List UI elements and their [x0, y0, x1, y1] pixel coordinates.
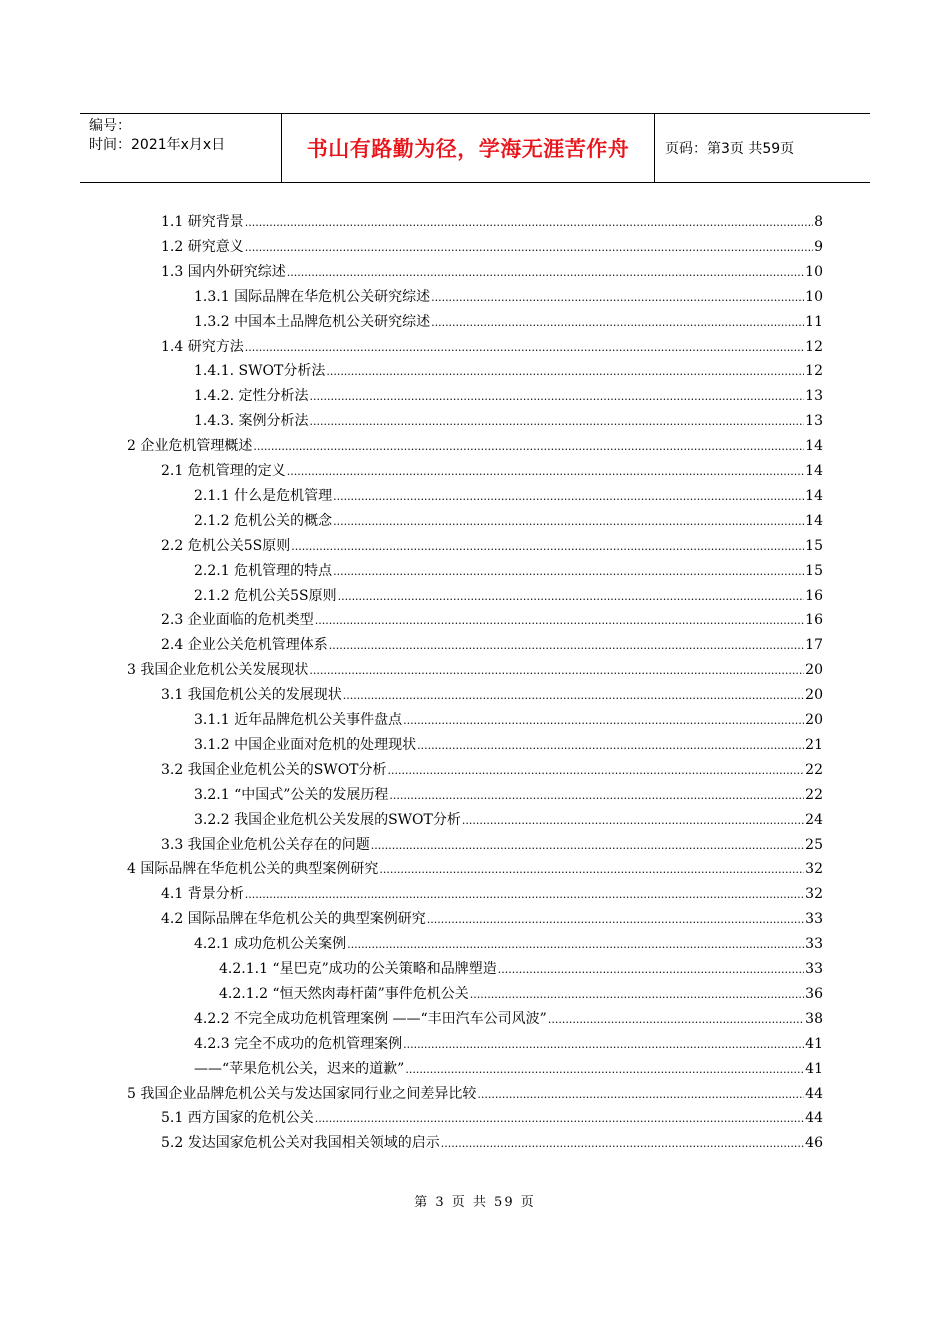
- toc-entry[interactable]: [194, 287, 823, 308]
- toc-entry-page: 33: [805, 961, 823, 977]
- toc-entry-page: 20: [805, 712, 823, 728]
- toc-entry-page: 16: [805, 587, 823, 604]
- toc-entry[interactable]: [194, 735, 823, 756]
- toc-entry[interactable]: [161, 262, 823, 283]
- toc-dot-leader: [310, 386, 805, 407]
- toc-dot-leader: [431, 287, 804, 308]
- toc-entry[interactable]: [194, 785, 823, 806]
- toc-entry-title: 3.2 我国企业危机公关的SWOT分析: [161, 761, 387, 778]
- toc-entry-page: 38: [805, 1010, 823, 1027]
- toc-entry-page: 15: [805, 537, 823, 554]
- toc-dot-leader: [462, 810, 804, 831]
- toc-entry[interactable]: [161, 909, 823, 930]
- toc-entry-title: 1.4.2. 定性分析法: [194, 388, 309, 405]
- toc-entry-title: 4.2.1.1 “星巴克”成功的公关策略和品牌塑造: [219, 961, 497, 977]
- toc-dot-leader: [333, 511, 804, 532]
- toc-entry[interactable]: [194, 486, 823, 507]
- toc-entry-title: 3.2.1 “中国式”公关的发展历程: [194, 786, 389, 803]
- toc-entry-title: 1.3 国内外研究综述: [161, 263, 286, 280]
- toc-entry-page: 32: [805, 886, 823, 903]
- toc-entry-title: 1.3.1 国际品牌在华危机公关研究综述: [194, 288, 431, 305]
- page-header: [80, 113, 870, 183]
- toc-entry-title: 2.4 企业公关危机管理体系: [161, 637, 328, 654]
- toc-entry-page: 13: [805, 413, 823, 430]
- toc-entry-title: 4.2.2 不完全成功危机管理案例 ——“丰田汽车公司风波”: [194, 1010, 547, 1027]
- toc-dot-leader: [403, 710, 804, 731]
- toc-entry-page: 13: [805, 388, 823, 405]
- toc-entry-page: 41: [805, 1035, 823, 1052]
- toc-entry-title: 2 企业危机管理概述: [127, 438, 253, 455]
- toc-dot-leader: [470, 984, 804, 1005]
- toc-dot-leader: [389, 785, 804, 806]
- toc-entry[interactable]: [161, 884, 823, 905]
- toc-dot-leader: [333, 561, 804, 582]
- toc-dot-leader: [245, 884, 804, 905]
- toc-entry[interactable]: [194, 586, 823, 607]
- toc-entry[interactable]: [127, 660, 823, 681]
- toc-entry-page: 21: [805, 736, 823, 753]
- toc-dot-leader: [477, 1084, 804, 1105]
- toc-dot-leader: [309, 660, 804, 681]
- toc-entry[interactable]: [194, 411, 823, 432]
- toc-dot-leader: [403, 1034, 804, 1055]
- toc-entry-title: 5.2 发达国家危机公关对我国相关领域的启示: [161, 1135, 440, 1152]
- toc-entry-page: 41: [805, 1060, 823, 1077]
- header-page-info: 页码：第3页 共59页: [665, 141, 795, 157]
- toc-dot-leader: [431, 312, 804, 333]
- toc-entry-page: 20: [805, 687, 823, 704]
- toc-dot-leader: [253, 436, 804, 457]
- time-label: 时间：2021年x月x日: [89, 137, 226, 153]
- toc-dot-leader: [310, 411, 805, 432]
- toc-entry-page: 24: [805, 811, 823, 828]
- toc-entry-title: 1.4 研究方法: [161, 338, 244, 355]
- toc-dot-leader: [548, 1009, 804, 1030]
- toc-dot-leader: [287, 262, 804, 283]
- toc-dot-leader: [329, 635, 804, 656]
- toc-entry-title: 2.3 企业面临的危机类型: [161, 612, 314, 629]
- header-motto: 书山有路勤为径，学海无涯苦作舟: [306, 137, 630, 161]
- header-meta: [80, 114, 281, 182]
- toc-entry-page: 16: [805, 612, 823, 629]
- page-footer: 第 3 页 共 59 页: [414, 1195, 536, 1210]
- toc-entry-page: 22: [805, 761, 823, 778]
- toc-entry[interactable]: [194, 361, 823, 382]
- toc-entry-page: 11: [805, 313, 823, 330]
- toc-entry-page: 14: [805, 487, 823, 504]
- toc-dot-leader: [245, 237, 813, 258]
- toc-entry[interactable]: [194, 511, 823, 532]
- toc-entry-title: 4.1 背景分析: [161, 886, 244, 903]
- toc-entry-page: 12: [805, 363, 823, 380]
- toc-dot-leader: [315, 610, 804, 631]
- toc-entry-title: 2.1 危机管理的定义: [161, 463, 286, 479]
- toc-dot-leader: [427, 909, 804, 930]
- toc-dot-leader: [343, 685, 804, 706]
- toc-entry[interactable]: [161, 635, 823, 656]
- toc-entry-title: 3.3 我国企业危机公关存在的问题: [161, 836, 370, 853]
- toc-entry-title: 1.3.2 中国本土品牌危机公关研究综述: [194, 313, 431, 330]
- toc-entry[interactable]: [127, 1084, 823, 1105]
- toc-entry-title: ——“苹果危机公关，迟来的道歉”: [194, 1060, 405, 1077]
- toc-entry-page: 44: [805, 1085, 823, 1102]
- toc-entry[interactable]: [194, 1059, 823, 1080]
- toc-entry-title: 2.1.2 危机公关的概念: [194, 512, 333, 529]
- toc-entry[interactable]: [161, 610, 823, 631]
- toc-entry-page: 32: [805, 861, 823, 878]
- toc-entry[interactable]: [127, 436, 823, 457]
- toc-dot-leader: [498, 959, 804, 980]
- toc-entry-title: 2.1.1 什么是危机管理: [194, 487, 333, 504]
- toc-entry-title: 4.2.3 完全不成功的危机管理案例: [194, 1035, 403, 1052]
- toc-entry-title: 2.2 危机公关5S原则: [161, 537, 291, 554]
- toc-entry-title: 4 国际品牌在华危机公关的典型案例研究: [127, 861, 379, 878]
- toc-dot-leader: [388, 760, 805, 781]
- toc-dot-leader: [338, 586, 805, 607]
- toc-dot-leader: [417, 735, 804, 756]
- toc-entry-page: 33: [805, 911, 823, 928]
- toc-entry-page: 14: [805, 463, 823, 479]
- toc-entry-page: 10: [805, 263, 823, 280]
- toc-entry-page: 12: [805, 338, 823, 355]
- toc-entry-title: 2.2.1 危机管理的特点: [194, 562, 333, 579]
- toc-entry[interactable]: [161, 212, 823, 233]
- toc-entry-title: 1.4.1. SWOT分析法: [194, 363, 326, 380]
- toc-entry-title: 3.1.1 近年品牌危机公关事件盘点: [194, 712, 403, 728]
- toc-entry-page: 20: [805, 662, 823, 679]
- toc-entry-page: 8: [814, 214, 823, 230]
- toc-entry-title: 5 我国企业品牌危机公关与发达国家同行业之间差异比较: [127, 1085, 477, 1102]
- toc-entry[interactable]: [194, 312, 823, 333]
- toc-dot-leader: [333, 486, 804, 507]
- number-label: 编号：: [89, 118, 131, 134]
- toc-entry-page: 10: [805, 288, 823, 305]
- toc-dot-leader: [326, 361, 804, 382]
- toc-entry[interactable]: [194, 810, 823, 831]
- toc-entry[interactable]: [127, 859, 823, 880]
- toc-entry[interactable]: [161, 835, 823, 856]
- toc-entry-page: 9: [814, 238, 823, 255]
- toc-entry-title: 2.1.2 危机公关5S原则: [194, 587, 337, 604]
- toc-entry[interactable]: [219, 984, 823, 1005]
- toc-entry-page: 17: [805, 637, 823, 654]
- toc-dot-leader: [245, 212, 813, 233]
- toc-entry[interactable]: [161, 760, 823, 781]
- toc-entry-title: 1.2 研究意义: [161, 238, 244, 255]
- toc-entry[interactable]: [194, 934, 823, 955]
- toc-dot-leader: [287, 461, 804, 482]
- toc-entry-title: 3.2.2 我国企业危机公关发展的SWOT分析: [194, 811, 461, 828]
- toc-entry[interactable]: [161, 1108, 823, 1129]
- toc-entry-page: 25: [805, 836, 823, 853]
- toc-entry-title: 1.4.3. 案例分析法: [194, 413, 309, 430]
- toc-entry-title: 3.1.2 中国企业面对危机的处理现状: [194, 736, 417, 753]
- toc-dot-leader: [371, 835, 804, 856]
- toc-entry[interactable]: [194, 386, 823, 407]
- toc-entry[interactable]: [161, 536, 823, 557]
- toc-entry[interactable]: [161, 1133, 823, 1154]
- toc-entry-page: 22: [805, 786, 823, 803]
- toc-entry-page: 33: [805, 936, 823, 953]
- toc-entry[interactable]: [161, 461, 823, 482]
- toc-entry-title: 5.1 西方国家的危机公关: [161, 1110, 314, 1127]
- toc-entry-title: 4.2 国际品牌在华危机公关的典型案例研究: [161, 911, 426, 928]
- toc-entry-page: 14: [805, 512, 823, 529]
- header-motto-cell: [281, 114, 655, 182]
- toc-entry-title: 1.1 研究背景: [161, 214, 244, 230]
- toc-entry-title: 3 我国企业危机公关发展现状: [127, 662, 309, 679]
- toc-entry-page: 14: [805, 438, 823, 455]
- toc-entry-title: 3.1 我国危机公关的发展现状: [161, 687, 342, 704]
- toc-entry-page: 46: [805, 1135, 823, 1152]
- toc-dot-leader: [347, 934, 804, 955]
- toc-dot-leader: [379, 859, 804, 880]
- toc-dot-leader: [291, 536, 804, 557]
- toc-entry[interactable]: [161, 237, 823, 258]
- toc-entry[interactable]: [219, 959, 823, 980]
- toc-entry[interactable]: [161, 337, 823, 358]
- toc-entry[interactable]: [194, 1034, 823, 1055]
- toc-entry-page: 44: [805, 1110, 823, 1127]
- toc-dot-leader: [245, 337, 804, 358]
- toc-entry-title: 4.2.1.2 “恒天然肉毒杆菌”事件危机公关: [219, 985, 469, 1002]
- toc-dot-leader: [405, 1059, 804, 1080]
- toc-entry[interactable]: [161, 685, 823, 706]
- toc-entry[interactable]: [194, 710, 823, 731]
- toc-entry[interactable]: [194, 561, 823, 582]
- toc-entry-page: 36: [805, 985, 823, 1002]
- toc-entry[interactable]: [194, 1009, 823, 1030]
- toc-entry-page: 15: [805, 562, 823, 579]
- toc-entry-title: 4.2.1 成功危机公关案例: [194, 936, 347, 953]
- toc-dot-leader: [441, 1133, 804, 1154]
- toc-dot-leader: [315, 1108, 804, 1129]
